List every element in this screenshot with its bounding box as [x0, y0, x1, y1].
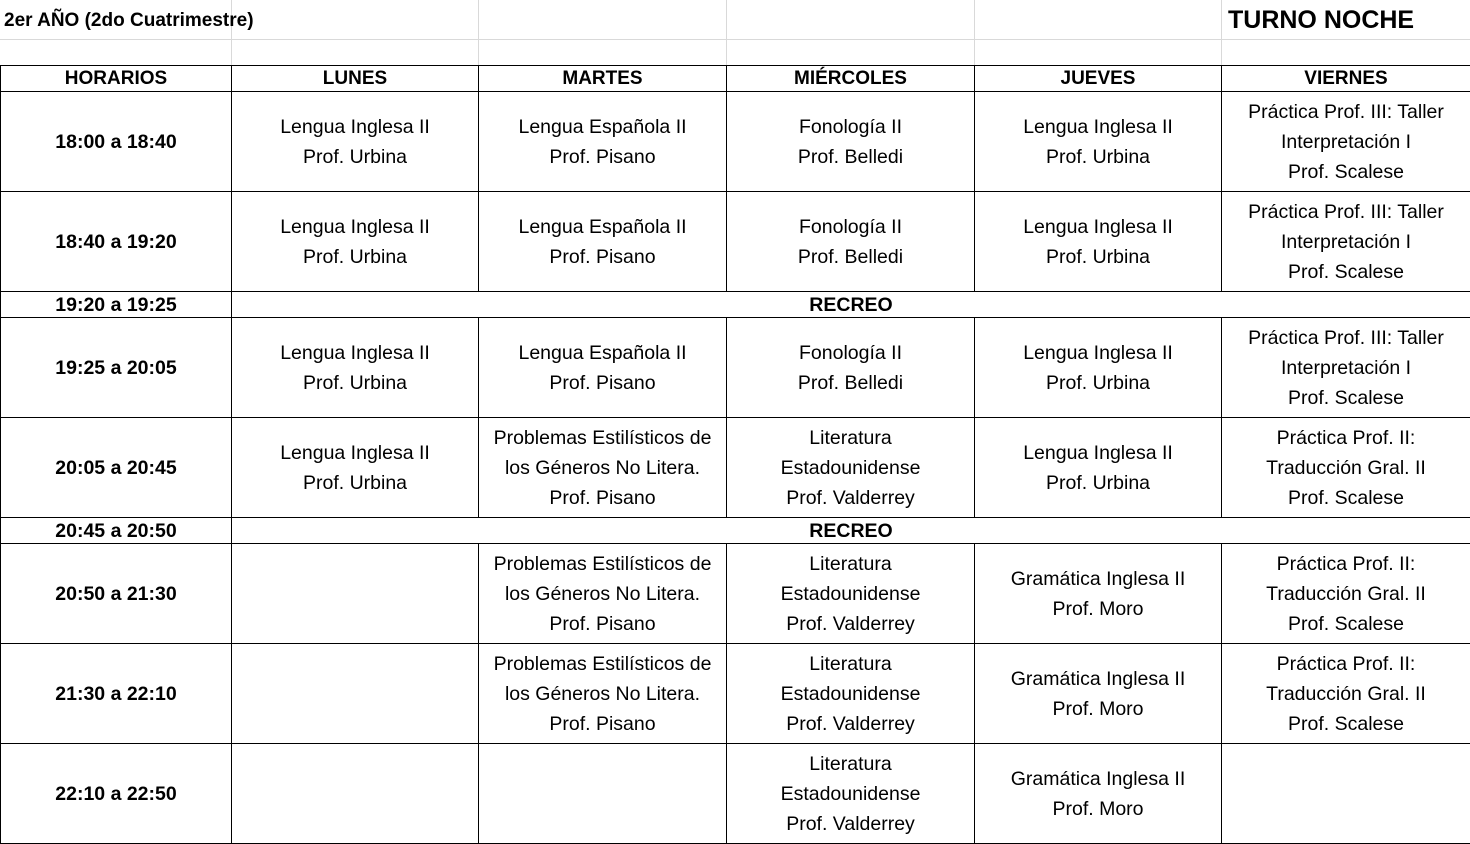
class-line: Práctica Prof. III: Taller — [1226, 323, 1466, 353]
class-line: Prof. Urbina — [236, 368, 474, 398]
class-line: Prof. Scalese — [1226, 257, 1466, 287]
class-cell-miercoles — [727, 192, 975, 292]
class-line: Prof. Valderrey — [731, 483, 970, 513]
class-cell-martes — [479, 544, 727, 644]
class-cell-jueves — [975, 544, 1222, 644]
schedule-table — [0, 65, 1470, 844]
class-line: Lengua Española II — [483, 338, 722, 368]
class-line: Prof. Urbina — [979, 242, 1217, 272]
class-cell-jueves — [975, 744, 1222, 844]
gridline — [726, 0, 727, 65]
time-cell: 20:50 a 21:30 — [1, 544, 232, 644]
col-header-lunes: LUNES — [232, 66, 479, 92]
table-row — [1, 744, 1470, 844]
class-line: Gramática Inglesa II — [979, 664, 1217, 694]
page-title: 2er AÑO (2do Cuatrimestre) — [4, 10, 254, 32]
class-cell-lunes — [232, 644, 479, 744]
class-line: Prof. Scalese — [1226, 709, 1466, 739]
table-row — [1, 92, 1470, 192]
class-line: Prof. Pisano — [483, 242, 722, 272]
class-cell-viernes — [1222, 192, 1470, 292]
class-line: Interpretación I — [1226, 227, 1466, 257]
table-row — [1, 318, 1470, 418]
class-line: Problemas Estilísticos de — [483, 649, 722, 679]
col-header-jueves: JUEVES — [975, 66, 1222, 92]
class-line: Lengua Inglesa II — [236, 338, 474, 368]
class-line: Fonología II — [731, 338, 970, 368]
class-line: Lengua Inglesa II — [979, 112, 1217, 142]
class-cell-jueves — [975, 644, 1222, 744]
break-cell: RECREO — [232, 518, 1470, 544]
col-header-horarios: HORARIOS — [1, 66, 232, 92]
class-cell-martes — [479, 192, 727, 292]
header-row — [1, 66, 1470, 92]
class-line: Prof. Belledi — [731, 142, 970, 172]
class-line: Traducción Gral. II — [1226, 453, 1466, 483]
class-cell-jueves — [975, 92, 1222, 192]
class-line: Traducción Gral. II — [1226, 679, 1466, 709]
class-cell-miercoles — [727, 744, 975, 844]
gridline — [0, 39, 1470, 40]
time-cell: 20:05 a 20:45 — [1, 418, 232, 518]
class-cell-viernes — [1222, 318, 1470, 418]
break-row — [1, 518, 1470, 544]
class-line: Práctica Prof. II: — [1226, 649, 1466, 679]
class-line: Prof. Scalese — [1226, 609, 1466, 639]
class-line: Lengua Inglesa II — [236, 112, 474, 142]
class-cell-jueves — [975, 418, 1222, 518]
class-line: Prof. Scalese — [1226, 157, 1466, 187]
gridline — [478, 0, 479, 65]
class-line: Estadounidense — [731, 453, 970, 483]
class-line: Prof. Urbina — [236, 468, 474, 498]
table-row — [1, 544, 1470, 644]
class-line: Literatura — [731, 549, 970, 579]
class-line: Prof. Moro — [979, 694, 1217, 724]
gridline — [1221, 0, 1222, 65]
break-cell: RECREO — [232, 292, 1470, 318]
class-line: los Géneros No Litera. — [483, 679, 722, 709]
class-cell-viernes — [1222, 644, 1470, 744]
col-header-martes: MARTES — [479, 66, 727, 92]
class-line: Práctica Prof. III: Taller — [1226, 97, 1466, 127]
class-cell-lunes — [232, 744, 479, 844]
class-line: Gramática Inglesa II — [979, 564, 1217, 594]
class-line: Lengua Inglesa II — [979, 338, 1217, 368]
class-cell-martes — [479, 318, 727, 418]
class-line: Prof. Urbina — [236, 142, 474, 172]
class-line: Prof. Pisano — [483, 609, 722, 639]
class-cell-miercoles — [727, 644, 975, 744]
time-cell: 19:20 a 19:25 — [1, 292, 232, 318]
break-row — [1, 292, 1470, 318]
table-row — [1, 418, 1470, 518]
class-cell-martes — [479, 92, 727, 192]
col-header-miercoles: MIÉRCOLES — [727, 66, 975, 92]
class-line: Literatura — [731, 749, 970, 779]
class-line: Fonología II — [731, 212, 970, 242]
class-cell-jueves — [975, 318, 1222, 418]
class-line: Problemas Estilísticos de — [483, 549, 722, 579]
col-header-viernes: VIERNES — [1222, 66, 1470, 92]
class-cell-miercoles — [727, 418, 975, 518]
class-cell-viernes — [1222, 418, 1470, 518]
class-line: Prof. Moro — [979, 794, 1217, 824]
class-line: Literatura — [731, 423, 970, 453]
class-cell-miercoles — [727, 544, 975, 644]
class-line: Lengua Inglesa II — [236, 212, 474, 242]
class-line: Interpretación I — [1226, 127, 1466, 157]
class-line: Estadounidense — [731, 579, 970, 609]
class-cell-martes — [479, 644, 727, 744]
time-cell: 20:45 a 20:50 — [1, 518, 232, 544]
schedule-body — [1, 92, 1470, 844]
class-cell-martes — [479, 744, 727, 844]
gridline — [974, 0, 975, 65]
class-cell-miercoles — [727, 318, 975, 418]
class-cell-lunes — [232, 192, 479, 292]
class-line: Práctica Prof. III: Taller — [1226, 197, 1466, 227]
class-line: Prof. Scalese — [1226, 383, 1466, 413]
class-line: Práctica Prof. II: — [1226, 423, 1466, 453]
class-line: Prof. Pisano — [483, 483, 722, 513]
table-row — [1, 644, 1470, 744]
class-line: Prof. Valderrey — [731, 809, 970, 839]
class-line: Lengua Española II — [483, 112, 722, 142]
time-cell: 18:00 a 18:40 — [1, 92, 232, 192]
class-cell-viernes — [1222, 744, 1470, 844]
class-line: Prof. Urbina — [979, 468, 1217, 498]
class-line: Fonología II — [731, 112, 970, 142]
table-row — [1, 192, 1470, 292]
class-line: Prof. Urbina — [979, 142, 1217, 172]
class-cell-viernes — [1222, 92, 1470, 192]
class-cell-jueves — [975, 192, 1222, 292]
class-line: Prof. Valderrey — [731, 709, 970, 739]
class-line: Gramática Inglesa II — [979, 764, 1217, 794]
class-line: los Géneros No Litera. — [483, 453, 722, 483]
time-cell: 21:30 a 22:10 — [1, 644, 232, 744]
class-line: Prof. Urbina — [236, 242, 474, 272]
class-line: Traducción Gral. II — [1226, 579, 1466, 609]
class-line: Prof. Pisano — [483, 709, 722, 739]
class-line: Problemas Estilísticos de — [483, 423, 722, 453]
class-cell-lunes — [232, 418, 479, 518]
class-line: Prof. Valderrey — [731, 609, 970, 639]
class-cell-lunes — [232, 92, 479, 192]
class-line: Prof. Belledi — [731, 368, 970, 398]
class-line: Prof. Pisano — [483, 142, 722, 172]
shift-label: TURNO NOCHE — [1228, 6, 1414, 35]
class-line: Estadounidense — [731, 679, 970, 709]
class-line: Estadounidense — [731, 779, 970, 809]
class-cell-martes — [479, 418, 727, 518]
class-cell-lunes — [232, 318, 479, 418]
class-cell-lunes — [232, 544, 479, 644]
time-cell: 19:25 a 20:05 — [1, 318, 232, 418]
header-area — [0, 0, 1470, 65]
class-line: Prof. Belledi — [731, 242, 970, 272]
class-line: Prof. Pisano — [483, 368, 722, 398]
class-line: Práctica Prof. II: — [1226, 549, 1466, 579]
class-cell-viernes — [1222, 544, 1470, 644]
class-line: Lengua Inglesa II — [236, 438, 474, 468]
time-cell: 18:40 a 19:20 — [1, 192, 232, 292]
class-line: Literatura — [731, 649, 970, 679]
class-line: Lengua Inglesa II — [979, 212, 1217, 242]
class-line: Interpretación I — [1226, 353, 1466, 383]
class-line: Lengua Inglesa II — [979, 438, 1217, 468]
class-line: Prof. Urbina — [979, 368, 1217, 398]
class-line: Prof. Scalese — [1226, 483, 1466, 513]
class-line: Prof. Moro — [979, 594, 1217, 624]
time-cell: 22:10 a 22:50 — [1, 744, 232, 844]
class-line: los Géneros No Litera. — [483, 579, 722, 609]
class-cell-miercoles — [727, 92, 975, 192]
class-line: Lengua Española II — [483, 212, 722, 242]
